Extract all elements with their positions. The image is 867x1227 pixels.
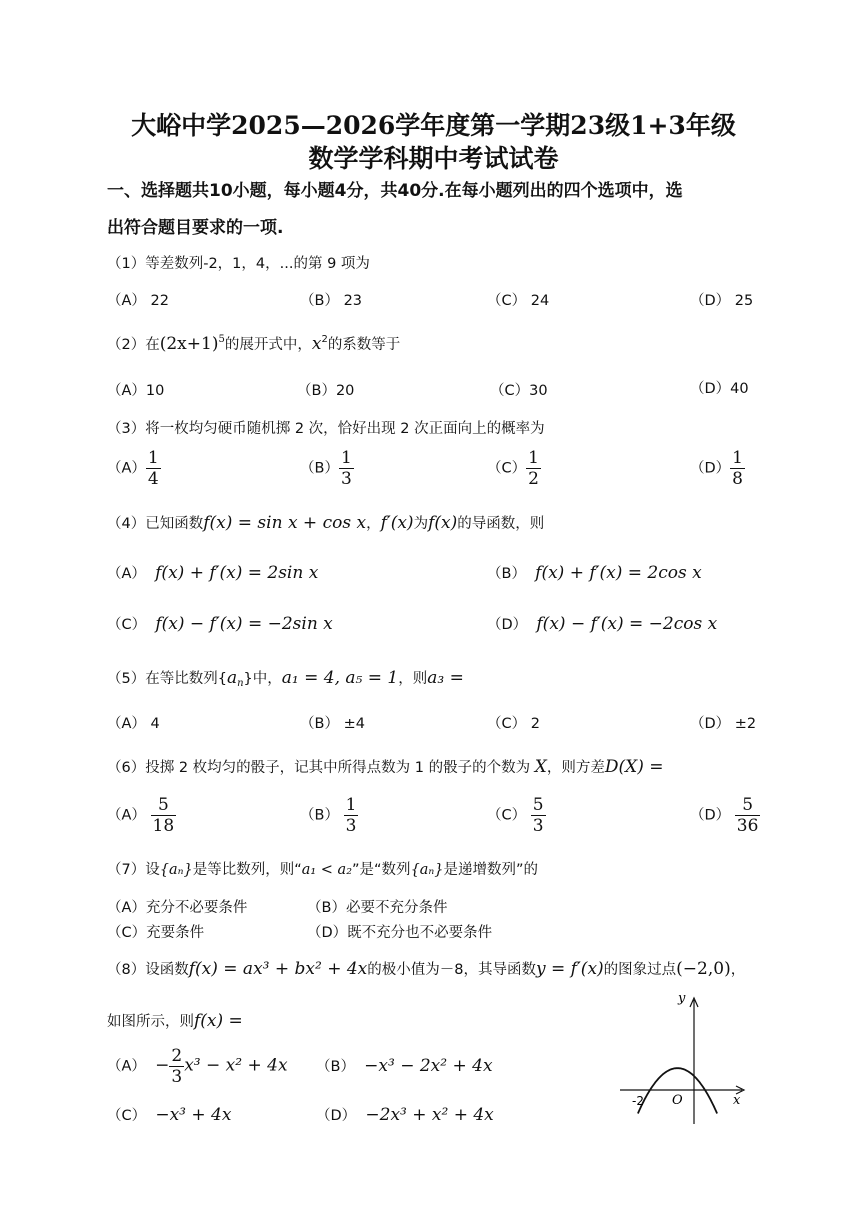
option-value: 充要条件	[146, 925, 205, 941]
question-8-line2	[107, 1010, 243, 1031]
option-value: 2	[530, 716, 540, 732]
stem-text: 为	[413, 516, 429, 532]
fraction: $\frac{2}{3}$	[171, 1046, 183, 1087]
option-label: （A）	[107, 293, 146, 309]
option-value: 22	[150, 293, 169, 309]
q8-option-d[interactable]	[316, 1104, 494, 1125]
option-label: （B）	[487, 566, 526, 582]
question-7-stem	[107, 858, 538, 879]
option-expression: f(x) − f′(x) = −2cos x	[536, 614, 718, 634]
fraction: $\frac{5}{36}$	[736, 795, 759, 836]
question-4-stem	[107, 512, 544, 533]
option-value: 充分不必要条件	[145, 900, 248, 916]
fraction: $\frac{5}{3}$	[532, 795, 544, 836]
option-label: （A）	[107, 460, 146, 477]
fraction: $\frac{1}{8}$	[732, 448, 743, 489]
option-label: （D）	[690, 807, 731, 824]
option-label: （B）	[297, 383, 336, 399]
exam-title-line2: 数学学科期中考试试卷	[308, 144, 559, 173]
stem-text: （6）投掷 2 枚均匀的骰子，记其中所得点数为 1 的骰子的个数为	[107, 760, 531, 776]
derivative-graph	[612, 992, 752, 1128]
q4-option-c[interactable]	[107, 613, 333, 634]
sequence-term: a	[226, 668, 238, 688]
q1-option-d[interactable]	[690, 289, 753, 310]
option-label: （A）	[107, 900, 146, 916]
q5-option-c[interactable]	[487, 712, 540, 733]
option-label: （A）	[107, 383, 146, 399]
option-value: 必要不充分条件	[345, 900, 448, 916]
stem-text: （5）在等比数列{	[107, 671, 227, 687]
option-expression: −2x³ + x² + 4x	[365, 1105, 494, 1125]
option-value: 4	[150, 716, 160, 732]
q2-option-c[interactable]	[490, 379, 548, 400]
q5-option-b[interactable]	[300, 712, 365, 733]
stem-text: 是递增数列”的	[443, 862, 539, 878]
q6-option-c[interactable]	[487, 795, 546, 836]
point: (−2,0)	[676, 959, 731, 979]
question-1-stem: （1）等差数列-2，1，4，...的第 9 项为	[107, 256, 370, 272]
option-expression: f(x) − f′(x) = −2sin x	[155, 614, 333, 634]
option-value: 25	[734, 293, 754, 309]
q7-option-c[interactable]	[107, 921, 204, 942]
option-expression: x³ − x² + 4x	[184, 1055, 288, 1076]
q2-option-d[interactable]	[690, 377, 749, 398]
q7-option-d[interactable]	[307, 921, 492, 942]
option-label: （B）	[300, 460, 339, 477]
target-expression: f(x) =	[194, 1011, 243, 1031]
fraction: $\frac{1}{3}$	[340, 448, 352, 489]
stem-text: ，则	[398, 671, 428, 687]
option-label: （B）	[300, 716, 339, 732]
fraction: $\frac{1}{3}$	[345, 795, 357, 836]
question-2-stem	[107, 333, 400, 354]
option-label: （B）	[300, 293, 339, 309]
fraction: $\frac{5}{18}$	[152, 795, 175, 836]
stem-text: （8）设函数	[107, 962, 189, 978]
random-variable: X	[534, 757, 547, 777]
section-instruction-line1: 一、选择题共10小题，每小题4分，共40分.在每小题列出的四个选项中，选	[107, 181, 683, 201]
option-value: ±4	[343, 716, 365, 732]
tick-label-neg2: -2	[632, 1094, 644, 1108]
stem-text: 的展开式中，	[224, 337, 312, 353]
q1-option-b[interactable]	[300, 289, 362, 310]
stem-text: 是等比数列，则“	[192, 862, 302, 878]
option-expression: −x³ + 4x	[155, 1105, 232, 1125]
origin-label: O	[672, 1093, 683, 1108]
option-label: （C）	[487, 807, 527, 824]
stem-text: 的导函数，则	[457, 516, 545, 532]
q6-option-b[interactable]	[300, 795, 358, 836]
option-value: 10	[145, 383, 165, 399]
option-label: （C）	[487, 716, 527, 732]
option-label: （C）	[107, 617, 147, 633]
option-label: （D）	[316, 1108, 357, 1124]
variable: x	[311, 334, 322, 354]
binomial-expression: $(2x+1)^5$	[159, 334, 225, 354]
q5-option-d[interactable]	[690, 712, 756, 733]
q7-option-a[interactable]	[107, 896, 247, 917]
section-instruction-line2: 出符合题目要求的一项.	[107, 218, 284, 238]
stem-text: ，	[366, 516, 381, 532]
q1-option-c[interactable]	[487, 289, 549, 310]
stem-text: （2）在	[107, 337, 160, 353]
q3-option-a[interactable]	[107, 448, 161, 489]
function-symbol: f(x)	[428, 513, 458, 533]
option-expression: −x³ − 2x² + 4x	[364, 1056, 493, 1076]
function-definition: f(x) = sin x + cos x	[203, 513, 367, 533]
sequence-symbol: {aₙ}	[159, 862, 193, 878]
q6-option-d[interactable]	[690, 795, 760, 836]
stem-text: 的极小值为－8，其导函数	[367, 962, 536, 978]
q8-option-c[interactable]	[107, 1104, 231, 1125]
stem-text: ”是“数列	[352, 862, 411, 878]
stem-text: }中，	[243, 671, 282, 687]
question-3-stem: （3）将一枚均匀硬币随机掷 2 次，恰好出现 2 次正面向上的概率为	[107, 421, 545, 437]
derivative-symbol: f′(x)	[380, 513, 414, 533]
q3-option-d[interactable]	[690, 448, 745, 489]
option-label: （A）	[107, 807, 146, 824]
q2-option-b[interactable]	[297, 379, 354, 400]
stem-text: （7）设	[107, 862, 160, 878]
fraction: $\frac{1}{2}$	[528, 448, 539, 489]
condition: a₁ = 4, a₅ = 1	[281, 668, 399, 688]
stem-text: 的图象过点	[603, 962, 677, 978]
option-label: （C）	[107, 1108, 147, 1124]
y-axis-label: y	[678, 992, 686, 1006]
option-value: 23	[343, 293, 363, 309]
q3-option-c[interactable]	[487, 448, 541, 489]
variance-expression: D(X) =	[604, 757, 664, 777]
sequence-symbol: {aₙ}	[410, 862, 444, 878]
option-label: （D）	[487, 617, 528, 633]
q8-option-b[interactable]	[316, 1055, 493, 1076]
option-expression: f(x) + f′(x) = 2cos x	[535, 563, 702, 583]
option-value: ±2	[734, 716, 757, 732]
sign: −	[155, 1055, 170, 1076]
option-label: （D）	[690, 716, 731, 732]
exam-title-line1: 大峪中学2025—2026学年度第一学期23级1+3年级	[131, 111, 736, 140]
option-value: 20	[335, 383, 355, 399]
fraction: $\frac{1}{4}$	[147, 448, 159, 489]
condition: a₁ < a₂	[301, 862, 353, 878]
question-6-stem	[107, 756, 664, 777]
option-expression: f(x) + f′(x) = 2sin x	[155, 563, 319, 583]
question-5-stem	[107, 667, 464, 688]
option-label: （A）	[107, 566, 146, 582]
q3-option-b[interactable]	[300, 448, 354, 489]
stem-text: 如图所示，则	[107, 1014, 194, 1030]
derivative-function: y = f′(x)	[536, 959, 604, 979]
option-label: （C）	[487, 460, 527, 477]
option-label: （B）	[307, 900, 346, 916]
option-label: （B）	[300, 807, 339, 824]
function-definition: f(x) = ax³ + bx² + 4x	[188, 959, 368, 979]
option-label: （D）	[307, 925, 348, 941]
target-term: a₃ =	[427, 668, 464, 688]
option-label: （C）	[490, 383, 530, 399]
q4-option-d[interactable]	[487, 613, 717, 634]
option-label: （C）	[107, 925, 147, 941]
option-label: （D）	[690, 381, 731, 397]
option-value: 既不充分也不必要条件	[347, 925, 493, 941]
option-label: （D）	[690, 293, 731, 309]
option-label: （A）	[107, 716, 146, 732]
option-value: 30	[529, 383, 548, 399]
question-8-stem	[107, 958, 745, 979]
option-value: 40	[730, 381, 749, 397]
q6-option-a[interactable]	[107, 795, 176, 836]
subscript: n	[237, 678, 244, 689]
q4-option-a[interactable]	[107, 562, 318, 583]
q2-option-a[interactable]	[107, 379, 164, 400]
option-label: （C）	[487, 293, 527, 309]
stem-text: （4）已知函数	[107, 516, 204, 532]
option-label: （B）	[316, 1059, 355, 1075]
exponent: 2	[321, 334, 328, 345]
stem-text: ，	[730, 962, 746, 978]
option-value: 24	[530, 293, 550, 309]
q5-option-a[interactable]	[107, 712, 160, 733]
option-label: （A）	[107, 1058, 146, 1075]
q8-option-a[interactable]	[107, 1046, 288, 1087]
x-axis-label: x	[733, 1093, 741, 1108]
q7-option-b[interactable]	[307, 896, 447, 917]
stem-text: ，则方差	[546, 760, 605, 776]
option-label: （D）	[690, 460, 731, 477]
q1-option-a[interactable]	[107, 289, 169, 310]
q4-option-b[interactable]	[487, 562, 702, 583]
stem-text: 的系数等于	[327, 337, 401, 353]
